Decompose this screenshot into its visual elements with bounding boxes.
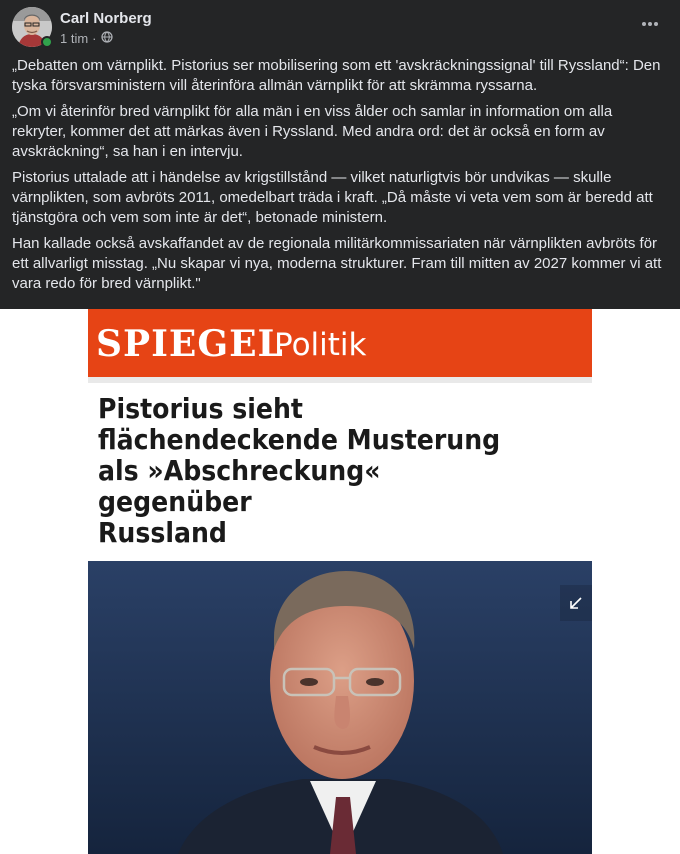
- more-options-button[interactable]: [636, 10, 664, 38]
- online-status-indicator: [41, 36, 53, 48]
- minister-photo: [88, 561, 592, 854]
- post-meta: [60, 30, 113, 46]
- expand-image-button[interactable]: [560, 585, 592, 621]
- post-paragraph: „Om vi återinför bred värnplikt för alla män i en viss ålder och samlar in information om alla rekryter, kommer det att märkas även i Ryssland. Med andra ord: det är också en form av avskräckning“, sa han i en intervju.: [12, 103, 613, 160]
- headline-line: Russland: [98, 516, 227, 549]
- post-paragraph: „Debatten om värnplikt. Pistorius ser mobilisering som ett 'avskräckningssignal' till Ryssland“: Den tyska försvarsministern vill återinföra allmän värnplikt för att skrämma ryssarna.: [12, 57, 661, 94]
- meta-separator: ·: [92, 30, 97, 46]
- headline-line: Pistorius sieht: [98, 392, 303, 425]
- headline-line: als »Abschreckung« gegenüber: [98, 454, 381, 518]
- post-timestamp[interactable]: 1 tim: [60, 30, 89, 46]
- globe-icon[interactable]: [101, 31, 113, 46]
- spiegel-banner: [88, 309, 592, 377]
- spiegel-logo: SPIEGEL: [96, 323, 284, 365]
- expand-arrow-icon: [569, 596, 583, 610]
- post-paragraph: Han kallade också avskaffandet av de regionala militärkommissariaten när värnplikten avbröts för ett allvarligt misstag. „Nu skapar vi nya, moderna strukturer. Fram till mitten av 2027 kommer vi att vara redo för bred värnplikt.": [12, 235, 662, 292]
- post-header-area: [0, 0, 680, 309]
- post-text: [12, 56, 668, 300]
- headline-line: flächendeckende Musterung: [98, 423, 501, 456]
- author-name[interactable]: Carl Norberg: [60, 10, 152, 27]
- section-label: Politik: [274, 327, 367, 363]
- article-headline: [98, 393, 534, 548]
- shared-article-image[interactable]: [88, 309, 592, 854]
- post-paragraph: Pistorius uttalade att i händelse av krigstillstånd — vilket naturligtvis bör undvikas — skulle värnplikten, som avbröts 2011, omedelbart träda i kraft. „Då måste vi veta vem som är beredd att tjänstgöra och vem som inte är det“, betonade ministern.: [12, 169, 653, 226]
- banner-divider: [88, 377, 592, 383]
- more-options-icon: [641, 21, 659, 27]
